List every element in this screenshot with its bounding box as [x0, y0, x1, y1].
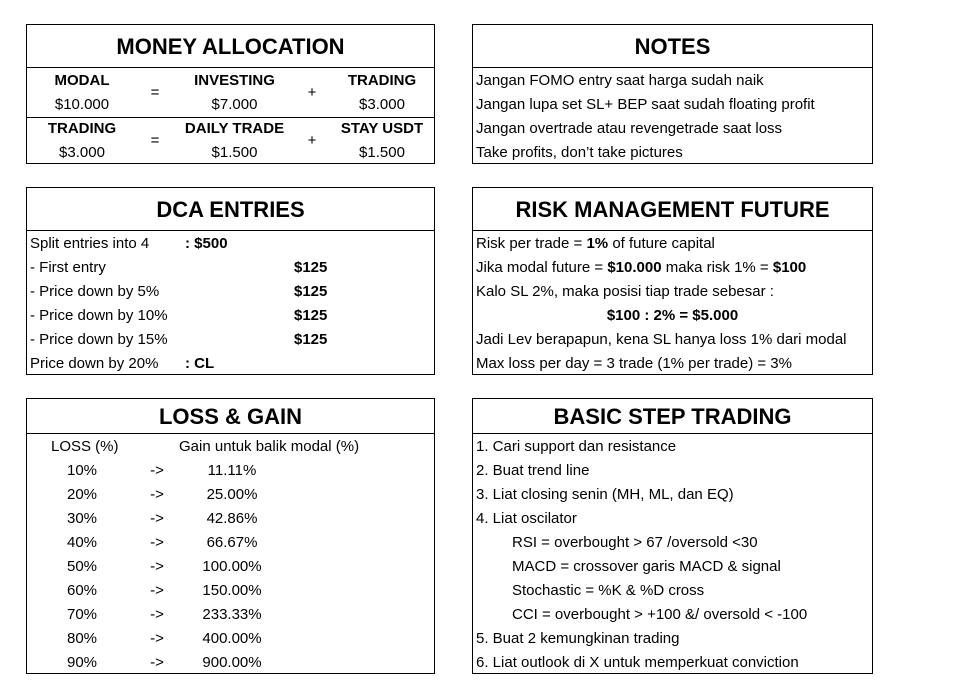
alloc-r2-h3: STAY USDT	[340, 120, 424, 137]
alloc-r2-v2: $1.500	[211, 144, 258, 161]
step-line: 4. Liat oscilator	[476, 510, 577, 527]
dca-row-value: $125	[294, 259, 328, 276]
step-line: 5. Buat 2 kemungkinan trading	[476, 630, 680, 647]
risk-l1-c: of future capital	[608, 235, 715, 252]
risk-line-1	[476, 232, 715, 256]
step-line: 3. Liat closing senin (MH, ML, dan EQ)	[476, 486, 734, 503]
alloc-r2-v3: $1.500	[359, 144, 405, 161]
loss-value: 30%	[66, 510, 98, 527]
gain-value: 400.00%	[202, 630, 262, 647]
gain-value: 233.33%	[202, 606, 262, 623]
alloc-r2-h2: DAILY TRADE	[184, 120, 285, 137]
alloc-r1-h3: TRADING	[347, 72, 417, 89]
alloc-r1-v3: $3.000	[359, 96, 405, 113]
dca-row-value: $125	[294, 283, 328, 300]
loss-column-header: LOSS (%)	[51, 438, 119, 455]
alloc-r1-v1: $10.000	[54, 96, 110, 113]
money-allocation-panel	[26, 24, 435, 164]
note-line: Jangan lupa set SL+ BEP saat sudah floating profit	[476, 96, 815, 113]
risk-l2-a: Jika modal future =	[476, 259, 608, 276]
dca-split-label: Split entries into 4	[30, 235, 150, 252]
risk-l2-b: $10.000	[607, 259, 662, 276]
gain-value: 100.00%	[202, 558, 262, 575]
gain-value: 900.00%	[202, 654, 262, 671]
arrow-icon: ->	[150, 462, 164, 479]
risk-l2-c: maka risk 1% =	[661, 259, 773, 276]
step-line: 2. Buat trend line	[476, 462, 590, 479]
alloc-r2-v1: $3.000	[59, 144, 105, 161]
loss-value: 40%	[66, 534, 98, 551]
dca-last-label: Price down by 20%	[30, 355, 159, 372]
notes-title: NOTES	[473, 25, 872, 68]
loss-value: 50%	[66, 558, 98, 575]
dca-row-label: - Price down by 5%	[30, 283, 160, 300]
alloc-r1-h2: INVESTING	[194, 72, 275, 89]
alloc-r2-h1: TRADING	[47, 120, 117, 137]
gain-value: 25.00%	[206, 486, 258, 503]
loss-value: 70%	[66, 606, 98, 623]
risk-l2-d: $100	[772, 259, 807, 276]
step-subline: CCI = overbought > +100 &/ oversold < -100	[512, 606, 808, 623]
loss-value: 10%	[66, 462, 98, 479]
loss-gain-panel	[26, 398, 435, 674]
arrow-icon: ->	[150, 486, 164, 503]
note-line: Jangan FOMO entry saat harga sudah naik	[476, 72, 764, 89]
risk-title: RISK MANAGEMENT FUTURE	[473, 188, 872, 231]
risk-panel	[472, 187, 873, 375]
dca-row-label: - Price down by 10%	[30, 307, 168, 324]
arrow-icon: ->	[150, 630, 164, 647]
alloc-r1-h1: MODAL	[54, 72, 110, 89]
step-line: 1. Cari support dan resistance	[476, 438, 677, 455]
arrow-icon: ->	[150, 510, 164, 527]
note-line: Take profits, don’t take pictures	[476, 144, 683, 161]
step-subline: RSI = overbought > 67 /oversold <30	[512, 534, 758, 551]
alloc-r2-op1: =	[150, 132, 160, 149]
basic-steps-title: BASIC STEP TRADING	[473, 399, 872, 434]
step-subline: Stochastic = %K & %D cross	[512, 582, 705, 599]
risk-line-6: Max loss per day = 3 trade (1% per trade) = 3%	[476, 355, 792, 372]
loss-value: 20%	[66, 486, 98, 503]
arrow-icon: ->	[150, 534, 164, 551]
dca-row-value: $125	[294, 307, 328, 324]
loss-value: 60%	[66, 582, 98, 599]
step-line: 6. Liat outlook di X untuk memperkuat conviction	[476, 654, 799, 671]
loss-gain-title: LOSS & GAIN	[27, 399, 434, 434]
dca-title: DCA ENTRIES	[27, 188, 434, 231]
loss-value: 80%	[66, 630, 98, 647]
money-allocation-title: MONEY ALLOCATION	[27, 25, 434, 68]
alloc-r1-v2: $7.000	[211, 96, 258, 113]
notes-panel	[472, 24, 873, 164]
gain-value: 42.86%	[206, 510, 258, 527]
loss-value: 90%	[66, 654, 98, 671]
dca-split-value: : $500	[185, 235, 228, 252]
risk-l1-b: 1%	[586, 235, 609, 252]
step-subline: MACD = crossover garis MACD & signal	[512, 558, 781, 575]
basic-steps-panel	[472, 398, 873, 674]
arrow-icon: ->	[150, 654, 164, 671]
arrow-icon: ->	[150, 558, 164, 575]
risk-line-3: Kalo SL 2%, maka posisi tiap trade sebesar :	[476, 283, 774, 300]
risk-line-2	[476, 256, 806, 280]
gain-column-header: Gain untuk balik modal (%)	[179, 438, 360, 455]
dca-row-value: $125	[294, 331, 328, 348]
alloc-r2-op2: +	[307, 132, 317, 149]
alloc-r1-op2: +	[307, 84, 317, 101]
note-line: Jangan overtrade atau revengetrade saat loss	[476, 120, 783, 137]
alloc-r1-op1: =	[150, 84, 160, 101]
dca-panel	[26, 187, 435, 375]
arrow-icon: ->	[150, 582, 164, 599]
arrow-icon: ->	[150, 606, 164, 623]
dca-row-label: - First entry	[30, 259, 106, 276]
risk-l1-a: Risk per trade =	[476, 235, 587, 252]
risk-line-5: Jadi Lev berapapun, kena SL hanya loss 1% dari modal	[476, 331, 847, 348]
dca-last-value: : CL	[185, 355, 215, 372]
gain-value: 66.67%	[206, 534, 258, 551]
gain-value: 11.11%	[207, 462, 257, 479]
risk-line-4: $100 : 2% = $5.000	[606, 307, 739, 324]
dca-row-label: - Price down by 15%	[30, 331, 168, 348]
gain-value: 150.00%	[202, 582, 262, 599]
